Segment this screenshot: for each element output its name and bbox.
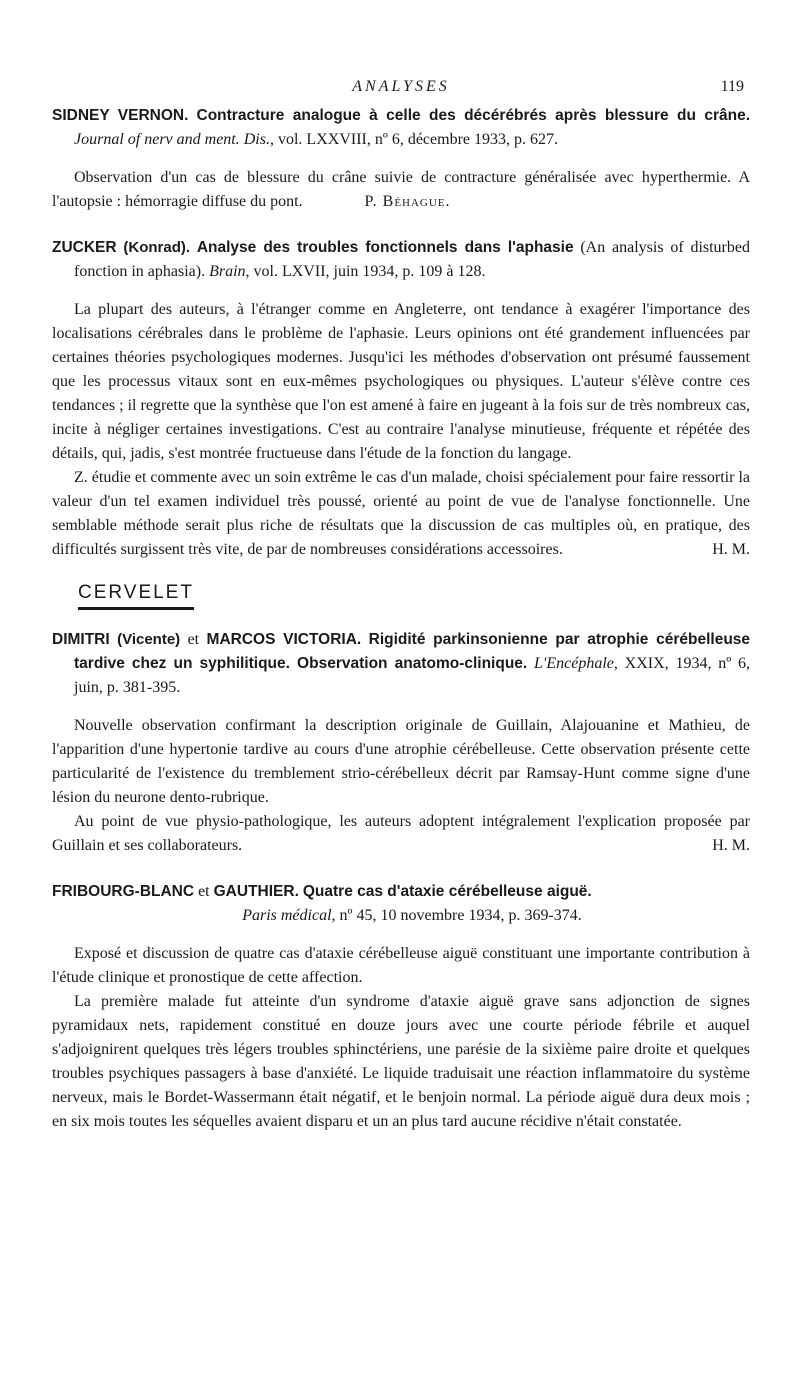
entry-sidney-vernon — [52, 104, 750, 214]
entry-journal: Paris médical — [242, 907, 332, 924]
entry-citation: , nº 45, 10 novembre 1934, p. 369-374. — [331, 907, 582, 924]
section-heading — [78, 582, 194, 610]
entry-journal: Journal of nerv and ment. Dis. — [74, 131, 270, 148]
entry-dimitri — [52, 628, 750, 858]
entry-zucker — [52, 236, 750, 562]
entry-journal: Brain — [209, 263, 246, 280]
entry-reference — [52, 236, 750, 284]
entry-connector: et — [198, 883, 210, 900]
running-head-title: ANALYSES — [352, 78, 450, 95]
entry-subtitle: (An analysis of disturbed fonction in aphasia). — [74, 239, 750, 280]
entry-connector: et — [187, 631, 200, 648]
page-number: 119 — [720, 78, 744, 95]
entry-author-2: MARCOS VICTORIA. — [206, 631, 362, 648]
entry-author-first: (Vicente) — [117, 631, 181, 648]
entry-paragraph: La plupart des auteurs, à l'étranger comme en Angleterre, ont tendance à exagérer l'importance des localisations cérébrales dans le problème de l'aphasie. Leurs opinions ont été grandement influencées par certaines théories psychologiques modernes. Jusqu'ici les méthodes d'observation ont présumé faussement que les processus vitaux sont en eux-mêmes psychologiques ou physiques. L'auteur s'élève contre ces tendances ; il regrette que la synthèse que l'on est amené à faire en jugeant à la fois sur de très nombreux cas, incite à négliger certaines investigations. C'est au contraire l'analyse minutieuse, fréquente et répétée des détails, qui, jadis, s'est montrée fructueuse dans l'étude de la fonction du langage. — [52, 301, 750, 462]
entry-author: SIDNEY VERNON. — [52, 107, 189, 124]
running-head — [52, 78, 750, 104]
entry-paragraph: Exposé et discussion de quatre cas d'ataxie cérébelleuse aiguë constituant une importante contribution à l'étude clinique et pronostique de cette affection. — [52, 945, 750, 986]
entry-citation: , vol. LXXVIII, nº 6, décembre 1933, p. 627. — [269, 131, 558, 148]
entry-citation: , XXIX, 1934, nº 6, juin, p. 381-395. — [74, 655, 751, 696]
entry-author: FRIBOURG-BLANC — [52, 883, 195, 900]
entry-author-2: GAUTHIER. — [213, 883, 299, 900]
entry-author-first: (Konrad). — [123, 239, 191, 256]
entry-source — [74, 904, 750, 928]
entry-title: Contracture analogue à celle des décérébrés après blessure du crâne. — [196, 107, 751, 124]
entry-signature: P. Béhague. — [364, 193, 451, 210]
entry-reference — [52, 628, 750, 700]
entry-reference — [52, 104, 750, 152]
entry-citation: , vol. LXVII, juin 1934, p. 109 à 128. — [245, 263, 486, 280]
entry-signature: H. M. — [712, 541, 750, 558]
entry-journal: L'Encéphale — [534, 655, 614, 672]
entry-title: Analyse des troubles fonctionnels dans l'aphasie — [196, 239, 574, 256]
section-title: CERVELET — [78, 582, 194, 610]
entry-paragraph: Au point de vue physio-pathologique, les auteurs adoptent intégralement l'explication proposée par Guillain et ses collaborateurs. H. M. — [52, 810, 750, 858]
entry-author: ZUCKER — [52, 239, 117, 256]
entry-reference — [52, 880, 750, 928]
entry-paragraph: Nouvelle observation confirmant la description originale de Guillain, Alajouanine et Mathieu, de l'apparition d'une hypertonie tardive au cours d'une atrophie cérébelleuse. Cette observation présente cette particularité de l'existence du tremblement strio-cérébelleux décrit par Ramsay-Hunt comme signe d'une lésion du neurone dento-rubrique. — [52, 717, 750, 806]
entry-author: DIMITRI — [52, 631, 110, 648]
entry-title: Quatre cas d'ataxie cérébelleuse aiguë. — [302, 883, 592, 900]
entry-paragraph: Observation d'un cas de blessure du crâne suivie de contracture généralisée avec hyperthermie. A l'autopsie : hémorragie diffuse du pont. P. Béhague. — [52, 166, 750, 214]
entry-paragraph: Z. étudie et commente avec un soin extrême le cas d'un malade, choisi spécialement pour faire ressortir la valeur d'un tel examen individuel très poussé, orienté au point de vue de l'analyse fonctionnelle. Une semblable méthode serait plus riche de résultats que la discussion de cas multiples où, en pratique, des difficultés surgissent très vite, de par de nombreuses considérations accessoires. H. M. — [52, 466, 750, 562]
entry-signature: H. M. — [712, 837, 750, 854]
entry-title: Rigidité parkinsonienne par atrophie cérébelleuse tardive chez un syphilitique. Observation anatomo-clinique. — [74, 631, 751, 672]
entry-paragraph: La première malade fut atteinte d'un syndrome d'ataxie aiguë grave sans adjonction de signes pyramidaux nets, rapidement constitué en douze jours avec une courte période fébrile et auquel s'adjoignirent quelques très légers troubles sphinctériens, une parésie de la sixième paire droite et quelques troubles psychiques passagers à base d'anxiété. Le liquide traduisait une réaction inflammatoire du système nerveux, mais le Bordet-Wassermann était négatif, et le benjoin normal. La période aiguë dura deux mois ; en six mois toutes les séquelles avaient disparu et un an plus tard aucune récidive n'était constatée. — [52, 993, 750, 1130]
entry-fribourg-blanc — [52, 880, 750, 1134]
